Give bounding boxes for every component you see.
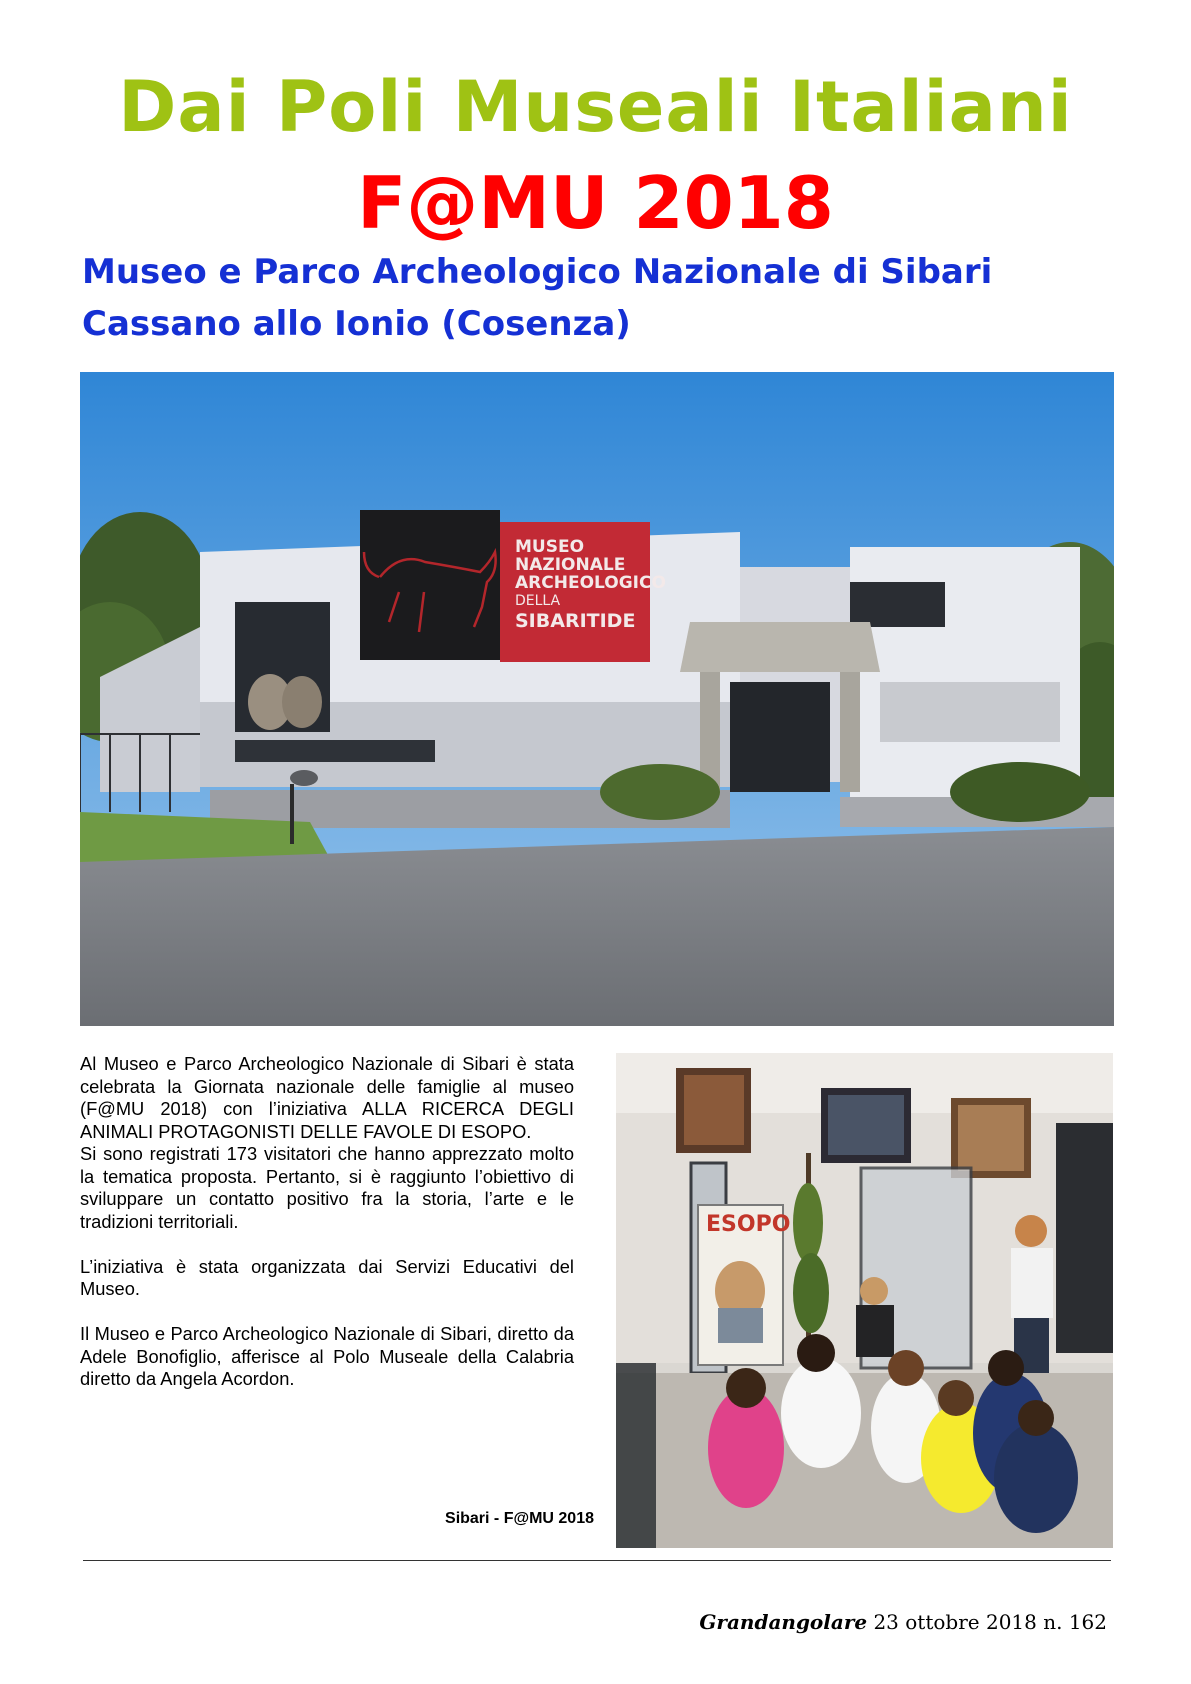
footer-divider [83,1560,1111,1561]
magazine-name: Grandangolare [699,1610,868,1634]
article-paragraph-4: Il Museo e Parco Archeologico Nazionale di Sibari, diretto da Adele Bonofiglio, afferisce al Polo Museale della Calabria diretto da Angela Acordon. [80,1323,574,1389]
banner-line-4: DELLA [515,593,561,609]
page-footer [699,1610,1107,1634]
article-paragraph-1: Al Museo e Parco Archeologico Nazionale di Sibari è stata celebrata la Giornata nazionale delle famiglie al museo (F@MU 2018) con l’iniziativa ALLA RICERCA DEGLI ANIMALI PROTAGONISTI DELLE FAVOLE DI ESOPO. [80,1053,574,1142]
banner-line-2: NAZIONALE [515,555,626,575]
banner-line-1: MUSEO [515,537,585,557]
banner-line-3: ARCHEOLOGICO [515,573,666,593]
museum-name: Museo e Parco Archeologico Nazionale di Sibari [82,252,993,292]
event-title: F@MU 2018 [357,161,834,245]
museum-location: Cassano allo Ionio (Cosenza) [82,304,631,344]
activity-photo [616,1053,1113,1548]
banner-line-5: SIBARITIDE [515,610,636,632]
article-paragraph-3: L’iniziativa è stata organizzata dai Servizi Educativi del Museo. [80,1255,574,1299]
issue-info: 23 ottobre 2018 n. 162 [873,1610,1107,1634]
photo-caption: Sibari - F@MU 2018 [445,1510,594,1527]
museum-building-photo [80,372,1114,1026]
article-body [80,1053,574,1391]
article-paragraph-2: Si sono registrati 173 visitatori che hanno apprezzato molto la tematica proposta. Pertanto, si è raggiunto l’obiettivo di sviluppare un contatto positivo fra la storia, l’arte e le tradizioni territoriali. [80,1143,574,1232]
page-title: Dai Poli Museali Italiani [118,66,1073,148]
esopo-sign-text: ESOPO [706,1212,791,1237]
